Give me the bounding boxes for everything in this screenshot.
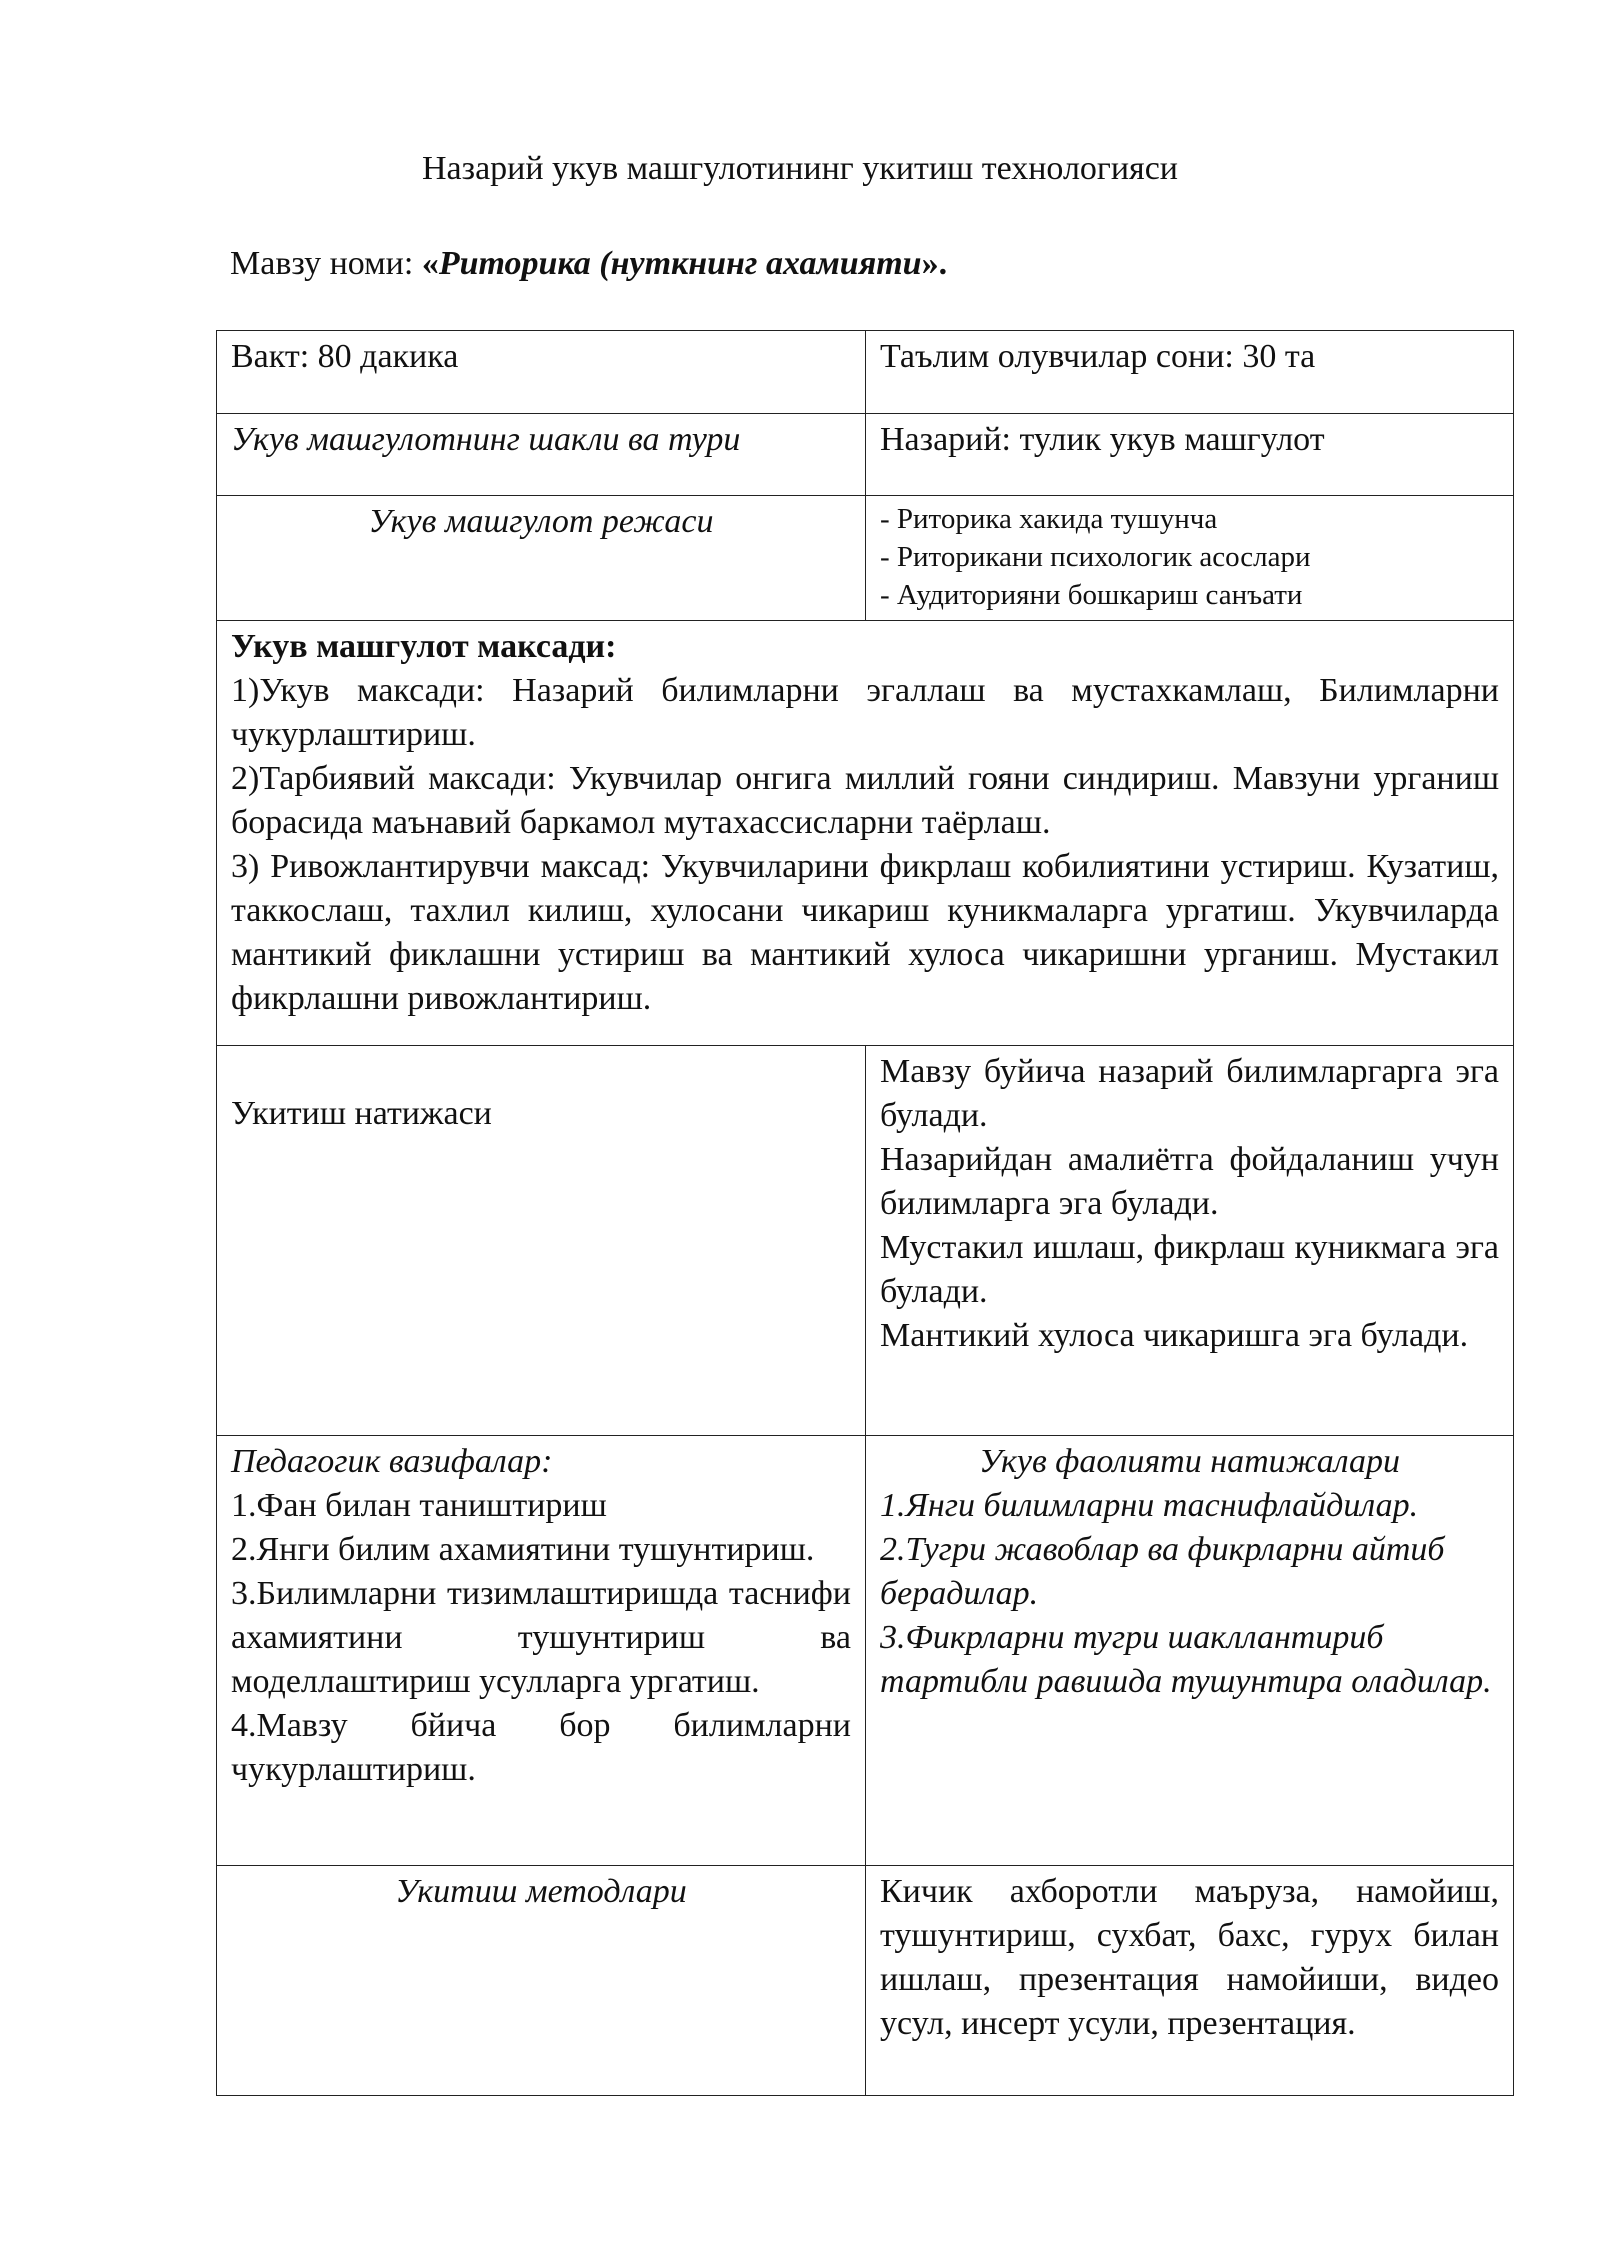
row-form: [217, 414, 1514, 496]
results-label: Укитиш натижаси: [217, 1046, 866, 1436]
row-time: [217, 331, 1514, 414]
row-methods: [217, 1866, 1514, 2096]
students-cell: Таълим олувчилар сони: 30 та: [866, 331, 1514, 414]
topic-open-quote: «: [421, 245, 439, 282]
goal-item: 3) Ривожлантирувчи максад: Укувчиларини фикрлаш кобилиятини устириш. Кузатиш, таккослаш, тахлил килиш, хулосани чикариш куникмаларга ургатиш. Укувчиларда мантикий фиклашни устириш ва мантикий хулоса чикаришни урганиш. Мустакил фикрлашни ривожлантириш.: [231, 848, 1499, 1017]
result-item: Мустакил ишлаш, фикрлаш куникмага эга булади.: [880, 1229, 1499, 1310]
plan-item: - Аудиторияни бошкариш санъати: [880, 579, 1303, 611]
activity-item: 2.Тугри жавоблар ва фикрларни айтиб берадилар.: [880, 1531, 1445, 1612]
activity-heading: Укув фаолияти натижалари: [978, 1443, 1401, 1480]
row-results: [217, 1046, 1514, 1436]
tasks-cell: [217, 1436, 866, 1866]
goals-cell: [217, 621, 1514, 1046]
goal-item: 2)Тарбиявий максади: Укувчилар онгига миллий гояни синдириш. Мавзуни урганиш борасида маънавий баркамол мутахассисларни таёрлаш.: [231, 760, 1499, 841]
methods-value: Кичик ахборотли маъруза, намойиш, тушунтириш, сухбат, бахс, гурух билан ишлаш, презентация намойиши, видео усул, инсерт усули, презентация.: [866, 1866, 1514, 2096]
results-list: [866, 1046, 1514, 1436]
result-item: Мавзу буйича назарий билимларгарга эга булади.: [880, 1053, 1499, 1134]
time-cell: Вакт: 80 дакика: [217, 331, 866, 414]
activity-cell: [866, 1436, 1514, 1866]
task-item: 2.Янги билим ахамиятини тушунтириш.: [231, 1531, 815, 1568]
tasks-heading: Педагогик вазифалар:: [231, 1443, 553, 1480]
activity-item: 1.Янги билимларни таснифлайдилар.: [880, 1487, 1419, 1524]
plan-item: - Риторикани психологик асослари: [880, 541, 1311, 573]
topic-close-quote: ».: [921, 245, 948, 282]
result-item: Назарийдан амалиётга фойдаланиш учун билимларга эга булади.: [880, 1141, 1499, 1222]
task-item: 3.Билимларни тизимлаштиришда таснифи ахамиятини тушунтириш ва моделлаштириш усулларга ургатиш.: [231, 1575, 851, 1700]
topic-line: [230, 245, 947, 283]
row-tasks: [217, 1436, 1514, 1866]
form-label: Укув машгулотнинг шакли ва тури: [217, 414, 866, 496]
plan-item: - Риторика хакида тушунча: [880, 503, 1218, 535]
lesson-table: [216, 330, 1514, 2096]
topic-label: Мавзу номи:: [230, 245, 422, 282]
plan-list: [866, 496, 1514, 621]
activity-item: 3.Фикрларни тугри шакллантириб тартибли равишда тушунтира оладилар.: [880, 1619, 1492, 1700]
result-item: Мантикий хулоса чикаришга эга булади.: [880, 1317, 1469, 1354]
plan-label: Укув машгулот режаси: [217, 496, 866, 621]
goals-heading: Укув машгулот максади:: [231, 628, 617, 665]
row-plan: [217, 496, 1514, 621]
row-goals: [217, 621, 1514, 1046]
form-value: Назарий: тулик укув машгулот: [866, 414, 1514, 496]
topic-name: Риторика (нуткнинг ахамияти: [438, 245, 922, 282]
document-title: Назарий укув машгулотининг укитиш технологияси: [422, 150, 1178, 187]
methods-label: Укитиш методлари: [217, 1866, 866, 2096]
goal-item: 1)Укув максади: Назарий билимларни эгаллаш ва мустахкамлаш, Билимларни чукурлаштириш.: [231, 672, 1499, 753]
task-item: 4.Мавзу бйича бор билимларни чукурлаштириш.: [231, 1707, 851, 1788]
task-item: 1.Фан билан таништириш: [231, 1487, 607, 1524]
